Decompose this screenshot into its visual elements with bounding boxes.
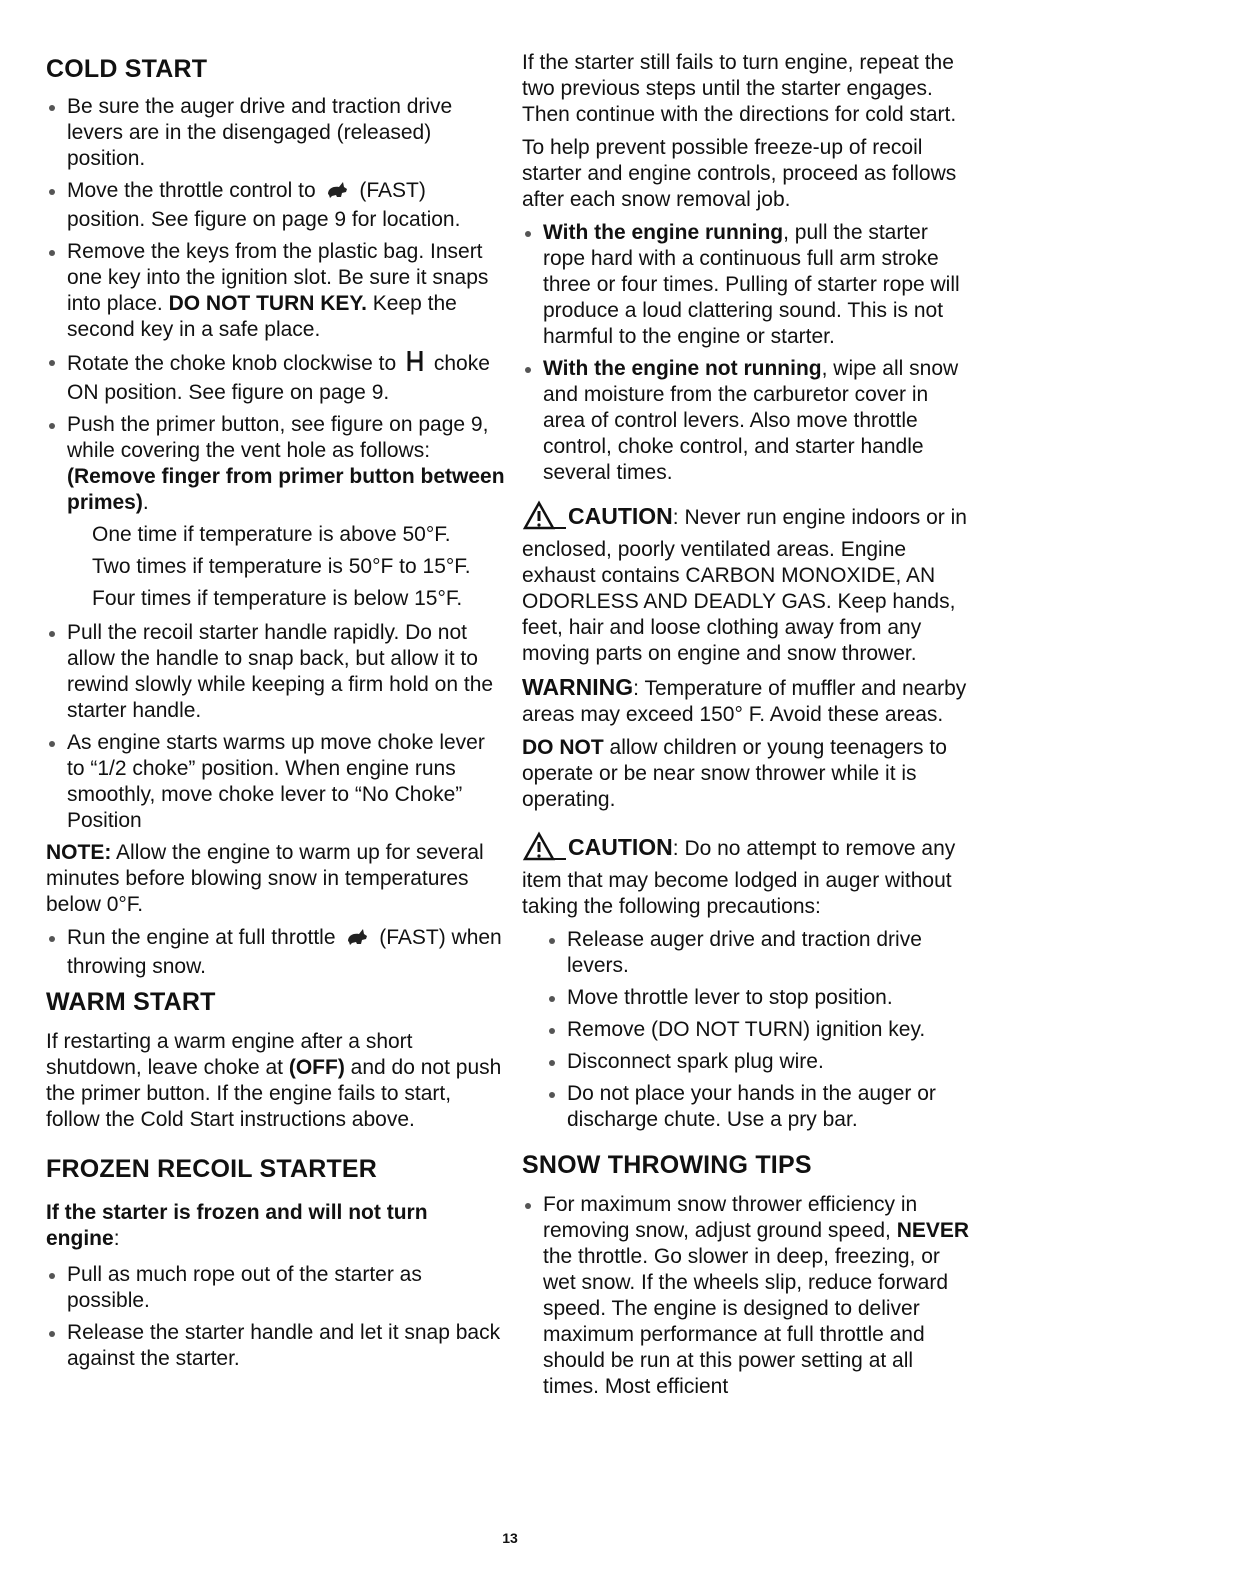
warm-start-text: If restarting a warm engine after a short shutdown, leave choke at (OFF) and do not push the primer button. If the engine fails to start, follow the Cold Start instructions above. bbox=[46, 1030, 502, 1131]
list-item: Remove the keys from the plastic bag. Insert one key into the ignition slot. Be sure it snaps into place. DO NOT TURN KEY. Keep the second key in a safe place. bbox=[46, 239, 506, 343]
list-item: Do not place your hands in the auger or discharge chute. Use a pry bar. bbox=[546, 1081, 972, 1133]
list-item: For maximum snow thrower efficiency in removing snow, adjust ground speed, NEVER the throttle. Go slower in deep, freezing, or wet snow. If the wheels slip, reduce forward speed. The engine is designed to deliver maximum performance at full throttle and should be run at this power setting at all times. Most efficient bbox=[522, 1192, 972, 1400]
caution-indoors: CAUTION: Never run engine indoors or in enclosed, poorly ventilated areas. Engine exhaust contains CARBON MONOXIDE, AN ODORLESS AND DEADLY GAS. Keep hands, feet, hair and loose clothing away from any moving parts on engine and snow thrower. bbox=[522, 500, 972, 667]
warning-triangle-icon bbox=[522, 500, 566, 537]
list-item: Move throttle lever to stop position. bbox=[546, 985, 972, 1011]
list-item: With the engine not running, wipe all snow and moisture from the carburetor cover in area of control levers. Also move throttle control, choke control, and starter handle several times. bbox=[522, 356, 972, 486]
freeze-up-paragraph: To help prevent possible freeze-up of recoil starter and engine controls, proceed as follows after each snow removal job. bbox=[522, 136, 957, 211]
cold-start-list-3 bbox=[46, 925, 506, 980]
list-item: Be sure the auger drive and traction drive levers are in the disengaged (released) position. bbox=[46, 94, 506, 172]
note: NOTE: Allow the engine to warm up for several minutes before blowing snow in temperatures below 0°F. bbox=[46, 841, 484, 916]
note-label: NOTE: bbox=[46, 841, 112, 864]
frozen-starter-heading: FROZEN RECOIL STARTER bbox=[46, 1155, 378, 1183]
list-item: Push the primer button, see figure on page 9, while covering the vent hole as follows: (Remove finger from primer button between primes). bbox=[46, 412, 506, 516]
do-not-children: DO NOT allow children or young teenagers to operate or be near snow thrower while it is operating. bbox=[522, 736, 947, 811]
tips-list bbox=[522, 1192, 972, 1400]
cold-start-list bbox=[46, 94, 506, 516]
choke-on-icon bbox=[406, 349, 424, 380]
cold-start-list-2 bbox=[46, 620, 506, 834]
precautions-list bbox=[522, 927, 972, 1133]
warning-muffler: WARNING: Temperature of muffler and nearby areas may exceed 150° F. Avoid these areas. bbox=[522, 674, 967, 726]
list-item: Pull the recoil starter handle rapidly. Do not allow the handle to snap back, but allow it to rewind slowly while keeping a firm hold on the starter handle. bbox=[46, 620, 506, 724]
repeat-steps-paragraph: If the starter still fails to turn engine, repeat the two previous steps until the starter engages. Then continue with the directions for cold start. bbox=[522, 51, 957, 126]
list-item: Remove (DO NOT TURN) ignition key. bbox=[546, 1017, 972, 1043]
cold-start-heading: COLD START bbox=[46, 55, 208, 83]
list-item: Release auger drive and traction drive levers. bbox=[546, 927, 972, 979]
frozen-question: If the starter is frozen and will not turn engine: bbox=[46, 1201, 428, 1250]
rabbit-icon bbox=[325, 180, 349, 207]
left-column bbox=[46, 50, 506, 1378]
freeze-up-list bbox=[522, 220, 972, 486]
list-item: Disconnect spark plug wire. bbox=[546, 1049, 972, 1075]
warning-triangle-icon bbox=[522, 831, 566, 868]
frozen-list bbox=[46, 1262, 506, 1372]
caution-lodged-item: CAUTION: Do no attempt to remove any item that may become lodged in auger without taking the following precautions: bbox=[522, 831, 972, 920]
list-item: Run the engine at full throttle (FAST) when throwing snow. bbox=[46, 925, 506, 980]
page-number: 13 bbox=[502, 1530, 518, 1546]
right-column bbox=[522, 50, 972, 1406]
warm-start-heading: WARM START bbox=[46, 988, 216, 1016]
list-item: With the engine running, pull the starter rope hard with a continuous full arm stroke three or four times. Pulling of starter rope will produce a loud clattering sound. This is not harmful to the engine or starter. bbox=[522, 220, 972, 350]
list-item: As engine starts warms up move choke lever to “1/2 choke” position. When engine runs smoothly, move choke lever to “No Choke” Position bbox=[46, 730, 506, 834]
list-item: Move the throttle control to (FAST) position. See figure on page 9 for location. bbox=[46, 178, 506, 233]
list-item: Release the starter handle and let it snap back against the starter. bbox=[46, 1320, 506, 1372]
list-item: Pull as much rope out of the starter as possible. bbox=[46, 1262, 506, 1314]
rabbit-icon bbox=[345, 927, 369, 954]
primer-one-time: One time if temperature is above 50°F. bbox=[92, 523, 451, 546]
primer-two-times: Two times if temperature is 50°F to 15°F. bbox=[92, 555, 471, 578]
snow-throwing-tips-heading: SNOW THROWING TIPS bbox=[522, 1151, 812, 1179]
primer-four-times: Four times if temperature is below 15°F. bbox=[92, 587, 463, 610]
list-item: Rotate the choke knob clockwise to choke ON position. See figure on page 9. bbox=[46, 349, 506, 406]
